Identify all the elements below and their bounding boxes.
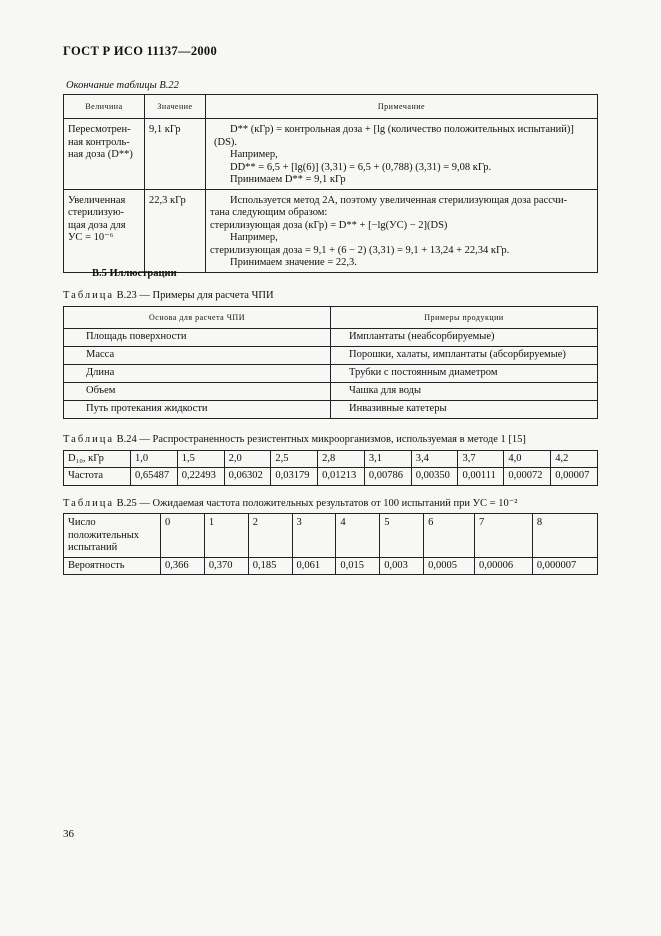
table-cell: 0,0005 <box>424 557 475 574</box>
row-label: Частота <box>64 468 131 486</box>
table-label: Таблица <box>63 498 115 509</box>
note-line: стерилизующая доза = 9,1 + (6 − 2) (3,31) = 9,1 + 13,24 + 22,34 кГр. <box>210 244 510 256</box>
quantity-line: УС = 10⁻⁶ <box>68 232 114 243</box>
table-cell: 2,0 <box>224 451 271 468</box>
table-cell: 0,06302 <box>224 468 271 486</box>
table-cell: 0,00350 <box>411 468 458 486</box>
table-b24 <box>63 450 598 486</box>
table-row <box>64 383 598 401</box>
example-cell: Инвазивные катетеры <box>331 401 598 419</box>
section-heading: В.5 Иллюстрации <box>92 268 177 279</box>
row-label-line: положительных <box>68 529 140 541</box>
note-line: (DS). <box>214 136 238 148</box>
table-row <box>64 451 598 468</box>
note-line: Принимаем D** = 9,1 кГр <box>230 174 346 185</box>
example-cell: Имплантаты (неабсорбируемые) <box>331 329 598 347</box>
table-cell: 0,366 <box>161 557 205 574</box>
caption-text: В.23 — Примеры для расчета ЧПИ <box>116 290 274 301</box>
table-cell: 1 <box>204 514 248 558</box>
quantity-line: Пересмотрен- <box>68 124 131 135</box>
page-title: ГОСТ Р ИСО 11137—2000 <box>63 44 218 58</box>
basis-cell: Длина <box>64 365 331 383</box>
table-row <box>64 401 598 419</box>
table-cell: 0,003 <box>380 557 424 574</box>
basis-cell: Площадь поверхности <box>64 329 331 347</box>
value-cell <box>145 119 206 190</box>
table-cell: 0,00007 <box>551 468 598 486</box>
table-cell: 0,65487 <box>131 468 178 486</box>
table-row <box>64 468 598 486</box>
table-cell: 0 <box>161 514 205 558</box>
table-b25-caption <box>63 497 517 509</box>
basis-cell: Масса <box>64 347 331 365</box>
col-header-value: Значение <box>145 95 206 119</box>
table-b22 <box>63 94 598 273</box>
table-cell: 3,7 <box>458 451 504 468</box>
table-cell: 1,0 <box>131 451 178 468</box>
table-cell: 0,061 <box>292 557 336 574</box>
row-label-line: Число <box>68 517 96 528</box>
table-cell: 0,00111 <box>458 468 504 486</box>
table-cell: 2,8 <box>318 451 365 468</box>
col-header-basis: Основа для расчета ЧПИ <box>64 307 331 329</box>
note-line: D** (кГр) = контрольная доза + [lg (количество положительных испытаний)] <box>230 124 574 135</box>
table-b23-caption <box>63 290 274 301</box>
note-line: тана следующим образом: <box>210 207 328 218</box>
table-cell: 4 <box>336 514 380 558</box>
table-cell: 0,00786 <box>364 468 411 486</box>
note-line: Например, <box>230 149 278 160</box>
table-cell: 0,00072 <box>504 468 551 486</box>
table-b24-caption <box>63 434 526 445</box>
table-cell: 8 <box>532 514 597 558</box>
table-cell: 0,22493 <box>177 468 224 486</box>
quantity-line: щая доза для <box>68 219 126 231</box>
quantity-line: ная контроль- <box>68 136 130 148</box>
table-cell: 0,370 <box>204 557 248 574</box>
example-cell: Порошки, халаты, имплантаты (абсорбируемые) <box>331 347 598 365</box>
table-cell: 0,015 <box>336 557 380 574</box>
table-b25 <box>63 513 598 575</box>
table-cell: 2,5 <box>271 451 318 468</box>
caption-text: В.24 — Распространенность резистентных микроорганизмов, используемая в методе 1 [15] <box>116 434 526 445</box>
quantity-line: стерилизую- <box>68 207 125 218</box>
note-line: стерилизующая доза (кГр) = D** + [−lg(УС) − 2](DS) <box>210 219 448 231</box>
page-number: 36 <box>63 828 74 840</box>
table-row <box>64 557 598 574</box>
row-label: D₁₀, кГр <box>64 451 131 468</box>
col-header-quantity: Величина <box>64 95 145 119</box>
table-row <box>64 365 598 383</box>
table-cell: 3 <box>292 514 336 558</box>
table-cell: 2 <box>248 514 292 558</box>
note-line: Например, <box>230 232 278 243</box>
table-cell: 3,1 <box>364 451 411 468</box>
table-cell: 6 <box>424 514 475 558</box>
table-cell: 4,2 <box>551 451 598 468</box>
table-cell: 1,5 <box>177 451 224 468</box>
quantity-line: Увеличенная <box>68 194 126 206</box>
table-cell: 3,4 <box>411 451 458 468</box>
table-row <box>64 189 598 272</box>
value-text: 9,1 кГр <box>149 124 181 135</box>
col-header-examples: Примеры продукции <box>331 307 598 329</box>
caption-text: В.25 — Ожидаемая частота положительных результатов от 100 испытаний при УС = 10⁻² <box>116 498 518 509</box>
table-cell: 0,185 <box>248 557 292 574</box>
table-cell: 4,0 <box>504 451 551 468</box>
table-row <box>64 514 598 558</box>
basis-cell: Объем <box>64 383 331 401</box>
basis-cell: Путь протекания жидкости <box>64 401 331 419</box>
col-header-note: Примечание <box>206 95 598 119</box>
row-label-line: испытаний <box>68 542 118 553</box>
table-label: Таблица <box>63 290 115 301</box>
table-b23 <box>63 306 598 419</box>
table-cell: 0,000007 <box>532 557 597 574</box>
table-cell: 5 <box>380 514 424 558</box>
example-cell: Чашка для воды <box>331 383 598 401</box>
row-label: Вероятность <box>64 557 161 574</box>
quantity-line: ная доза (D**) <box>68 149 133 160</box>
table-b22-caption: Окончание таблицы В.22 <box>66 80 179 91</box>
table-row <box>64 329 598 347</box>
table-cell: 0,03179 <box>271 468 318 486</box>
table-cell: 0,01213 <box>318 468 365 486</box>
note-line: DD** = 6,5 + [lg(6)] (3,31) = 6,5 + (0,788) (3,31) = 9,08 кГр. <box>230 161 492 173</box>
note-line: Используется метод 2А, поэтому увеличенная стерилизующая доза рассчи- <box>230 194 568 206</box>
note-line: Принимаем значение = 22,3. <box>230 257 357 268</box>
example-cell: Трубки с постоянным диаметром <box>331 365 598 383</box>
table-row <box>64 347 598 365</box>
table-row <box>64 119 598 190</box>
table-label: Таблица <box>63 434 115 445</box>
table-cell: 7 <box>474 514 532 558</box>
value-text: 22,3 кГр <box>149 194 186 206</box>
table-cell: 0,00006 <box>474 557 532 574</box>
value-cell <box>145 189 206 272</box>
